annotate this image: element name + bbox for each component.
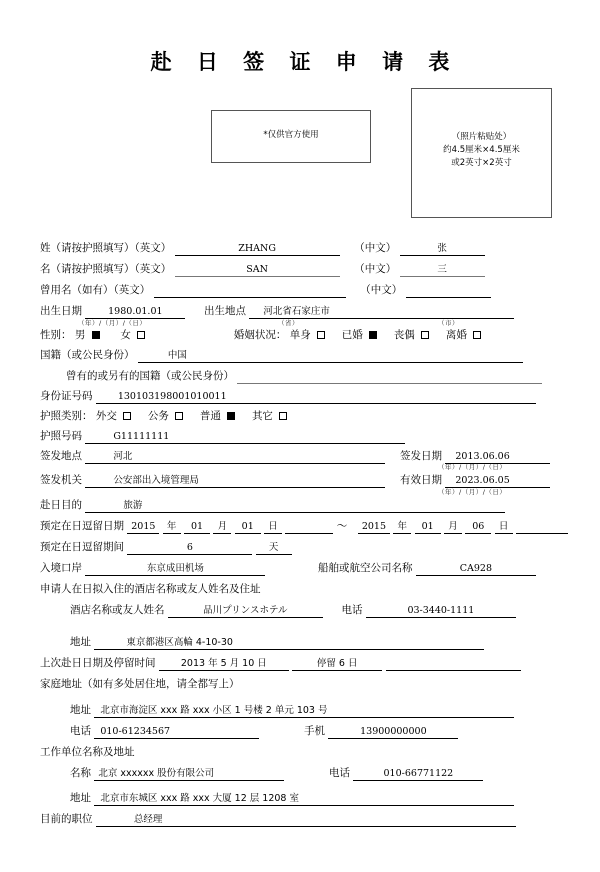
id-card-input[interactable]: 130103198001010011 bbox=[96, 389, 536, 404]
id-card-label: 身份证号码 bbox=[40, 390, 93, 402]
last-visit-label: 上次赴日日期及停留时间 bbox=[40, 657, 156, 669]
formername-cn-label: （中文） bbox=[360, 284, 403, 296]
stay-from-month-input[interactable]: 01 bbox=[184, 519, 210, 534]
passport-authority-input[interactable]: 公安部出入境管理局 bbox=[85, 473, 385, 488]
stay-to-month-input[interactable]: 01 bbox=[415, 519, 441, 534]
carrier-label: 船舶或航空公司名称 bbox=[318, 562, 413, 574]
passport-number-row bbox=[40, 428, 405, 444]
stay-to-year-unit: 年 bbox=[393, 519, 411, 534]
stay-from-month-unit: 月 bbox=[213, 519, 231, 534]
stay-duration-unit: 天 bbox=[256, 540, 292, 555]
purpose-input[interactable]: 旅游 bbox=[85, 498, 505, 513]
nationality-label: 国籍（或公民身份） bbox=[40, 349, 135, 361]
passport-number-input[interactable]: G11111111 bbox=[85, 429, 405, 444]
official-use-box bbox=[211, 110, 371, 163]
stay-dates-label: 预定在日逗留日期 bbox=[40, 520, 124, 532]
work-heading-label: 工作单位名称及地址 bbox=[40, 746, 135, 758]
birth-date-label: 出生日期 bbox=[40, 305, 82, 317]
gender-option-male-label: 男 bbox=[74, 329, 86, 341]
passport-issue-place-input[interactable]: 河北 bbox=[85, 449, 385, 464]
home-phone-label: 电话 bbox=[70, 725, 91, 737]
gender-marital-row bbox=[40, 327, 483, 343]
nationality-input[interactable]: 中国 bbox=[138, 348, 523, 363]
home-heading bbox=[40, 676, 240, 692]
stay-in-japan-heading-label: 申请人在日拟入住的酒店名称或友人姓名及住址 bbox=[40, 583, 261, 595]
last-visit-date-input[interactable]: 2013 年 5 月 10 日 bbox=[159, 656, 289, 671]
stay-to-day-input[interactable]: 06 bbox=[465, 519, 491, 534]
work-address-label: 地址 bbox=[70, 792, 91, 804]
page-title: 赴 日 签 证 申 请 表 bbox=[150, 49, 459, 74]
passport-type-other-label: 其它 bbox=[251, 410, 273, 422]
passport-type-diplomatic-checkbox[interactable] bbox=[123, 412, 131, 420]
passport-expiry-ymd-hint: （年）/（月）/（日） bbox=[438, 488, 507, 496]
givenname-row bbox=[40, 261, 485, 277]
passport-issue-date-ymd-hint: （年）/（月）/（日） bbox=[438, 463, 507, 471]
givenname-en-input[interactable]: SAN bbox=[175, 262, 340, 277]
hotel-phone-label: 电话 bbox=[341, 604, 363, 616]
last-visit-row bbox=[40, 655, 521, 671]
photo-box-line3: 或2英寸×2英寸 bbox=[451, 158, 512, 168]
photo-paste-box bbox=[411, 88, 552, 218]
hotel-address-row bbox=[70, 634, 484, 650]
surname-cn-input[interactable]: 张 bbox=[400, 241, 485, 256]
hotel-row bbox=[70, 602, 516, 618]
home-phone-row bbox=[70, 723, 458, 739]
birth-date-input[interactable]: 1980.01.01 bbox=[85, 304, 185, 319]
gender-option-female-label: 女 bbox=[120, 329, 131, 341]
passport-type-diplomatic-label: 外交 bbox=[95, 410, 117, 422]
passport-expiry-input[interactable]: 2023.06.05 bbox=[445, 473, 550, 488]
stay-from-year-unit: 年 bbox=[163, 519, 181, 534]
stay-to-year-input[interactable]: 2015 bbox=[358, 519, 390, 534]
marital-option-widowed-checkbox[interactable] bbox=[421, 331, 429, 339]
gender-option-male-checkbox[interactable] bbox=[92, 331, 100, 339]
home-heading-label: 家庭地址（如有多处居住地，请全都写上） bbox=[40, 678, 240, 690]
marital-option-divorced-checkbox[interactable] bbox=[473, 331, 481, 339]
work-name-label: 名称 bbox=[70, 767, 91, 779]
givenname-label: 名（请按护照填写）（英文） bbox=[40, 263, 172, 275]
birth-place-province-hint: （省） bbox=[278, 319, 299, 327]
passport-type-service-label: 公务 bbox=[147, 410, 169, 422]
work-name-row bbox=[70, 765, 483, 781]
birth-place-input[interactable]: 河北省石家庄市 bbox=[249, 304, 514, 319]
official-use-label: *仅供官方使用 bbox=[263, 130, 319, 140]
passport-issue-date-input[interactable]: 2013.06.06 bbox=[445, 449, 550, 464]
passport-issue-date-label: 签发日期 bbox=[400, 450, 443, 462]
marital-option-single-label: 单身 bbox=[289, 329, 311, 341]
last-visit-tail bbox=[386, 656, 521, 671]
position-label: 目前的职位 bbox=[40, 813, 93, 825]
nationality-row bbox=[40, 347, 523, 363]
photo-box-line2: 约4.5厘米×4.5厘米 bbox=[443, 145, 520, 155]
id-card-row bbox=[40, 388, 536, 404]
formername-row bbox=[40, 282, 491, 298]
work-address-row bbox=[70, 790, 514, 806]
stay-to-day-unit: 日 bbox=[495, 519, 513, 534]
work-heading bbox=[40, 744, 135, 760]
marital-option-single-checkbox[interactable] bbox=[317, 331, 325, 339]
marital-option-widowed-label: 丧偶 bbox=[393, 329, 415, 341]
stay-duration-row bbox=[40, 539, 292, 555]
surname-label: 姓（请按护照填写）（英文） bbox=[40, 242, 172, 254]
givenname-cn-label: （中文） bbox=[354, 263, 397, 275]
gender-label: 性别： bbox=[40, 329, 72, 341]
stay-dates-tilde: ～ bbox=[336, 520, 348, 532]
work-address-input[interactable]: 北京市东城区 xxx 路 xxx 大厦 12 层 1208 室 bbox=[94, 791, 514, 806]
stay-dates-spacer bbox=[285, 519, 333, 534]
hotel-name-input[interactable]: 品川プリンスホテル bbox=[168, 603, 323, 618]
birth-row bbox=[40, 303, 514, 319]
passport-type-service-checkbox[interactable] bbox=[175, 412, 183, 420]
other-nationality-label: 曾有的或另有的国籍（或公民身份） bbox=[66, 370, 234, 382]
marital-option-married-checkbox[interactable] bbox=[369, 331, 377, 339]
marital-option-divorced-label: 离婚 bbox=[445, 329, 467, 341]
passport-type-row bbox=[40, 408, 289, 424]
formername-cn-input[interactable] bbox=[406, 283, 491, 298]
purpose-row bbox=[40, 497, 505, 513]
marital-option-married-label: 已婚 bbox=[341, 329, 363, 341]
passport-type-ordinary-checkbox[interactable] bbox=[227, 412, 235, 420]
position-row bbox=[40, 811, 516, 827]
stay-duration-input[interactable]: 6 bbox=[127, 540, 252, 555]
hotel-phone-input[interactable]: 03-3440-1111 bbox=[366, 603, 516, 618]
work-phone-input[interactable]: 010-66771122 bbox=[353, 766, 483, 781]
stay-from-day-input[interactable]: 01 bbox=[235, 519, 261, 534]
entry-port-label: 入境口岸 bbox=[40, 562, 82, 574]
home-address-input[interactable]: 北京市海淀区 xxx 路 xxx 小区 1 号楼 2 单元 103 号 bbox=[94, 703, 514, 718]
passport-issue-place-label: 签发地点 bbox=[40, 450, 82, 462]
passport-authority-label: 签发机关 bbox=[40, 474, 82, 486]
home-address-row bbox=[70, 702, 514, 718]
stay-dates-row bbox=[40, 518, 568, 534]
last-visit-duration-input[interactable]: 停留 6 日 bbox=[292, 656, 382, 671]
passport-type-ordinary-label: 普通 bbox=[199, 410, 221, 422]
entry-port-input[interactable]: 东京成田机场 bbox=[85, 561, 265, 576]
work-phone-label: 电话 bbox=[329, 767, 351, 779]
stay-from-year-input[interactable]: 2015 bbox=[127, 519, 159, 534]
stay-from-day-unit: 日 bbox=[264, 519, 282, 534]
photo-box-line1: （照片粘贴处） bbox=[451, 132, 512, 142]
port-carrier-row bbox=[40, 560, 536, 576]
stay-duration-label: 预定在日逗留期间 bbox=[40, 541, 124, 553]
other-nationality-input[interactable] bbox=[237, 369, 542, 384]
birth-date-ymd-hint: （年）/（月）/（日） bbox=[78, 319, 147, 327]
work-name-input[interactable]: 北京 xxxxxx 股份有限公司 bbox=[94, 766, 284, 781]
hotel-name-label: 酒店名称或友人姓名 bbox=[70, 604, 165, 616]
stay-dates-tail bbox=[516, 519, 568, 534]
home-mobile-input[interactable]: 13900000000 bbox=[328, 724, 458, 739]
purpose-label: 赴日目的 bbox=[40, 499, 82, 511]
gender-option-female-checkbox[interactable] bbox=[137, 331, 145, 339]
passport-authority-row bbox=[40, 472, 550, 488]
stay-in-japan-heading bbox=[40, 581, 261, 597]
hotel-address-label: 地址 bbox=[70, 636, 91, 648]
position-input[interactable]: 总经理 bbox=[96, 812, 516, 827]
home-address-label: 地址 bbox=[70, 704, 91, 716]
birth-place-label: 出生地点 bbox=[204, 305, 247, 317]
home-mobile-label: 手机 bbox=[304, 725, 326, 737]
surname-cn-label: （中文） bbox=[354, 242, 397, 254]
formername-label: 曾用名（如有）（英文） bbox=[40, 284, 151, 296]
givenname-cn-input[interactable]: 三 bbox=[400, 262, 485, 277]
passport-type-label: 护照类别： bbox=[40, 410, 93, 422]
home-phone-input[interactable]: 010-61234567 bbox=[94, 724, 259, 739]
passport-number-label: 护照号码 bbox=[40, 430, 82, 442]
formername-en-input[interactable] bbox=[154, 283, 346, 298]
carrier-input[interactable]: CA928 bbox=[416, 561, 536, 576]
hotel-address-input[interactable]: 東京都港区高輪 4-10-30 bbox=[94, 635, 484, 650]
other-nationality-row bbox=[66, 368, 542, 384]
surname-row bbox=[40, 240, 485, 256]
birth-place-city-hint: （市） bbox=[438, 319, 459, 327]
marital-label: 婚姻状况： bbox=[233, 329, 287, 341]
passport-type-other-checkbox[interactable] bbox=[279, 412, 287, 420]
passport-expiry-label: 有效日期 bbox=[400, 474, 443, 486]
surname-en-input[interactable]: ZHANG bbox=[175, 241, 340, 256]
stay-to-month-unit: 月 bbox=[444, 519, 462, 534]
